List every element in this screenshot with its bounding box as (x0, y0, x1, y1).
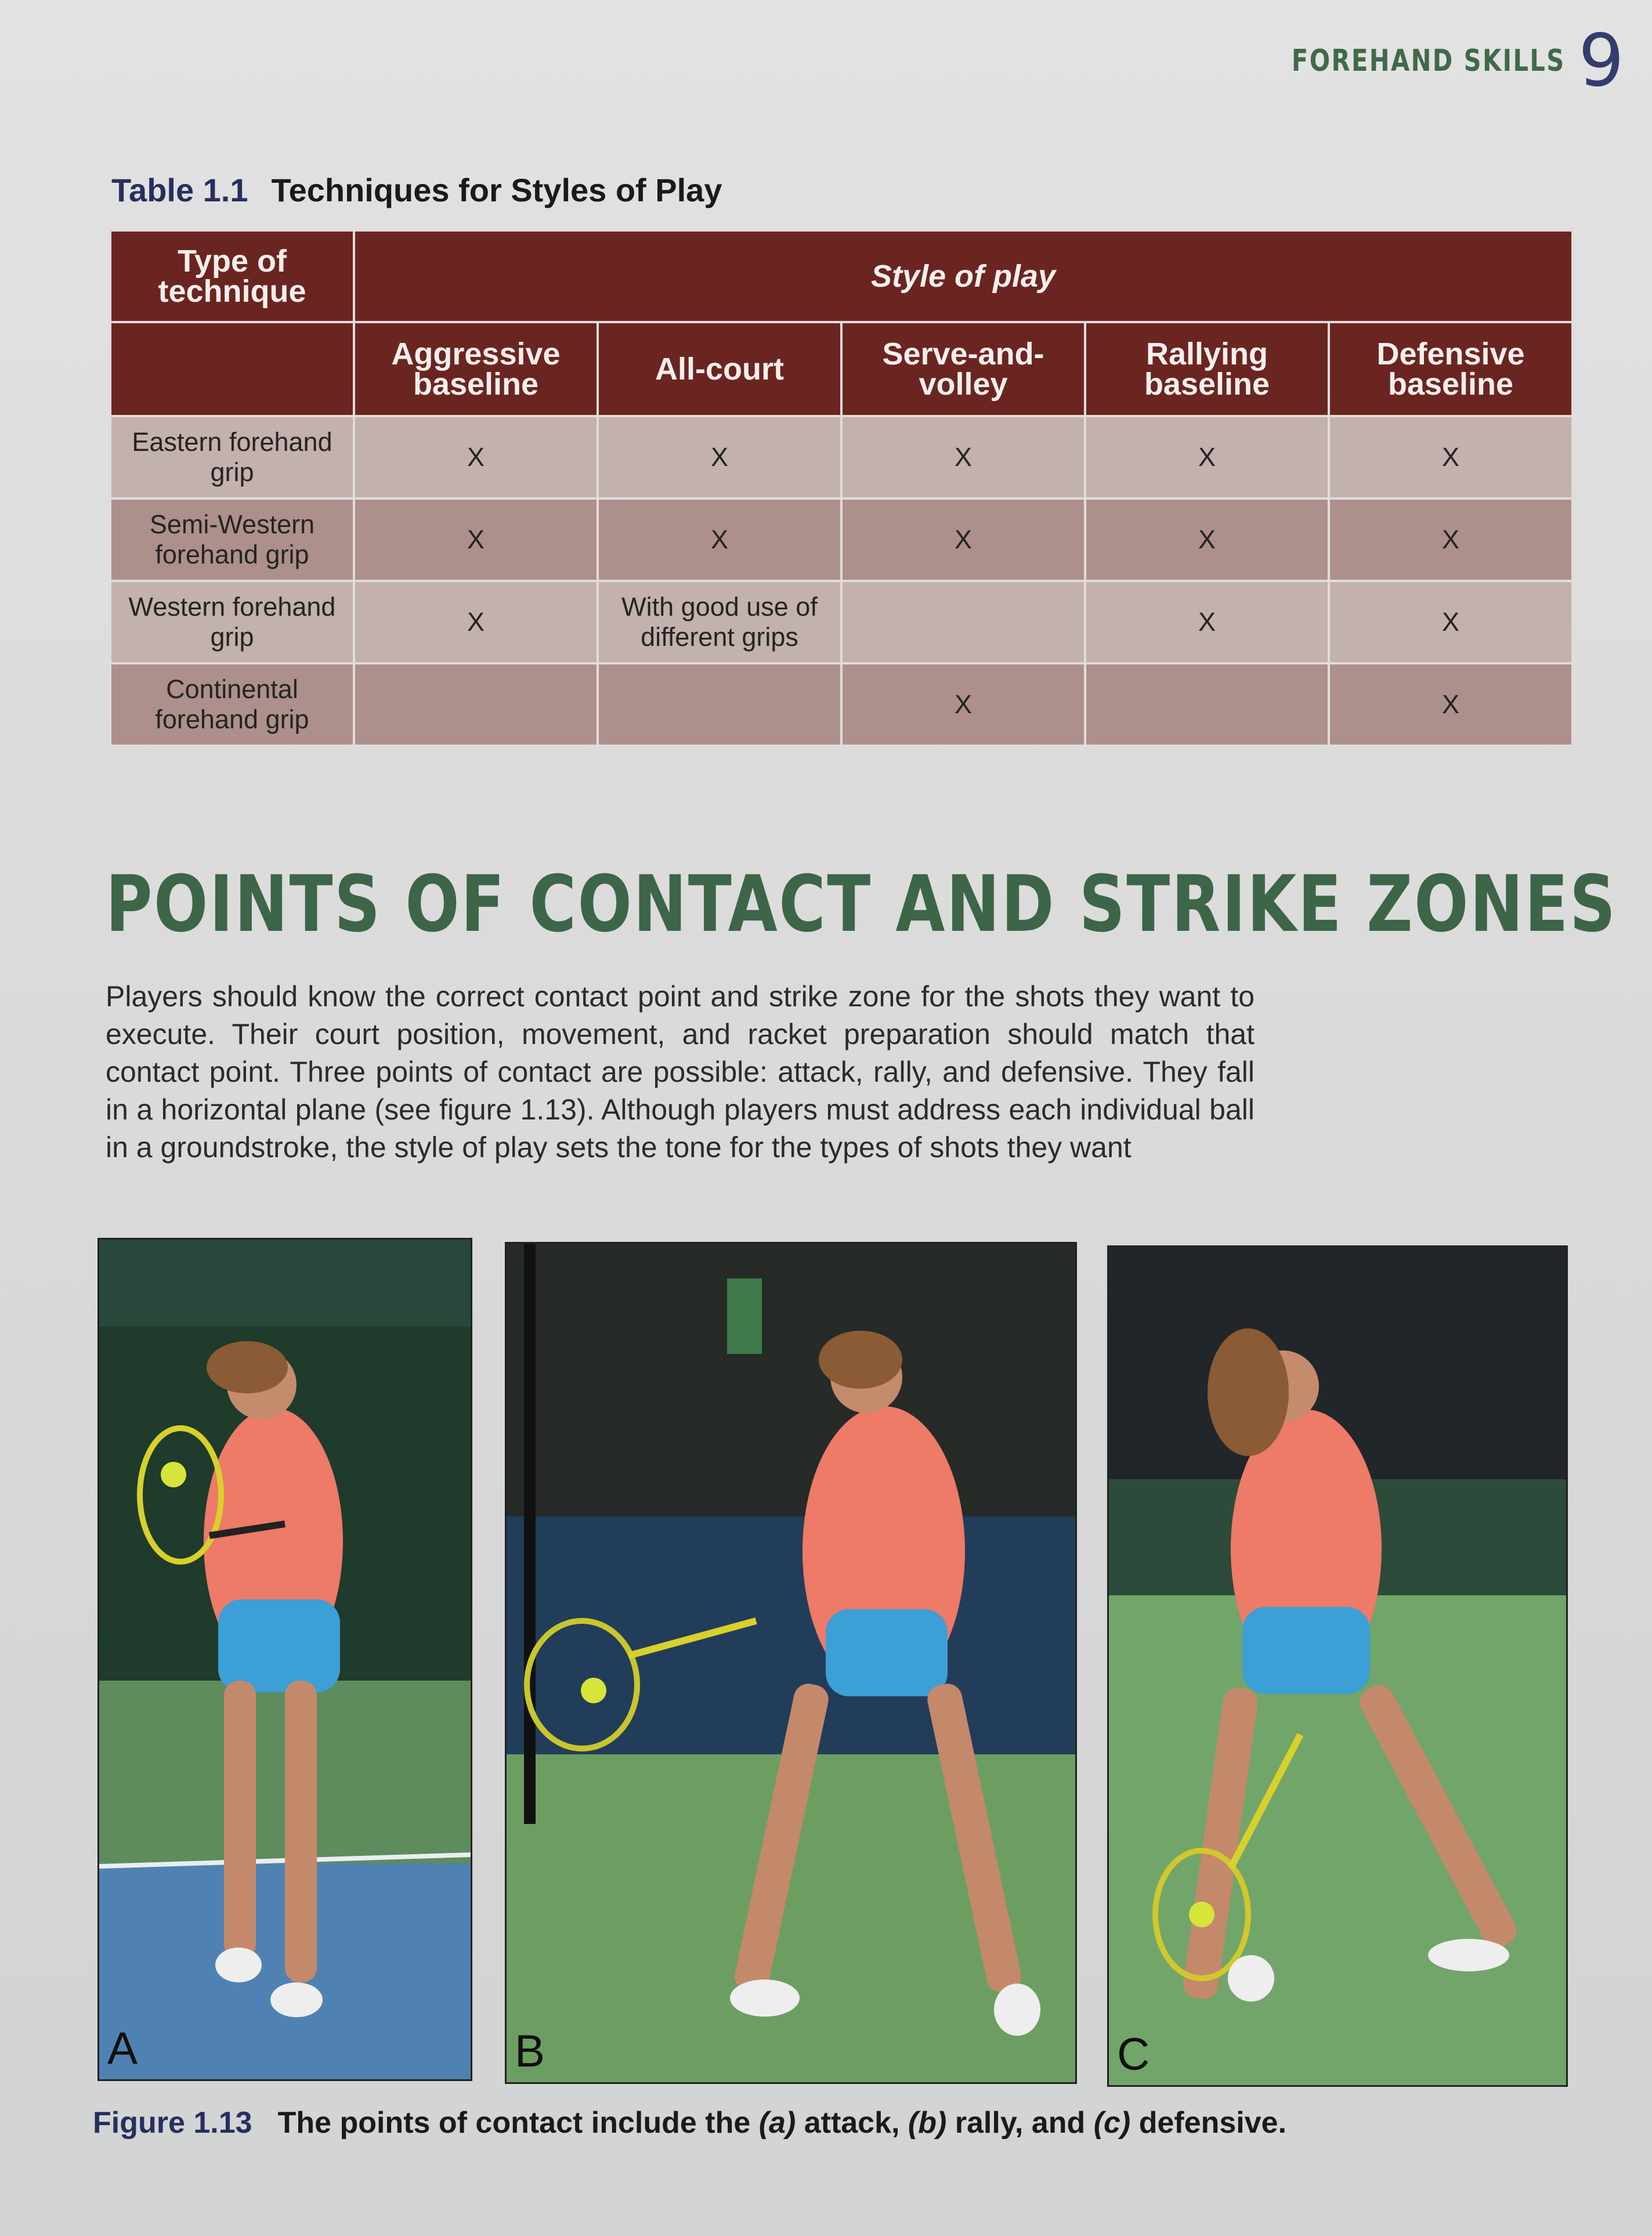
table-cell: X (1329, 416, 1573, 499)
column-header: Rallying baseline (1085, 322, 1329, 416)
table-cell: X (598, 416, 841, 499)
caption-marker-b: (b) (908, 2106, 947, 2140)
photo-label: B (515, 2025, 545, 2076)
caption-marker-a: (a) (758, 2106, 796, 2140)
column-header: Aggressive baseline (354, 322, 598, 416)
table-row (110, 416, 1573, 499)
table-subheader-row (110, 322, 1573, 416)
row-header: Semi-Western forehand grip (110, 499, 354, 581)
table-cell: X (354, 581, 598, 663)
table-number: Table 1.1 (111, 172, 248, 208)
figure-caption (93, 2105, 1286, 2140)
page-number: 9 (1578, 19, 1624, 103)
caption-text: attack, (796, 2106, 908, 2140)
table-cell: X (841, 499, 1085, 581)
table-cell: X (354, 416, 598, 499)
table-cell (354, 663, 598, 746)
corner-header: Type of technique (110, 230, 354, 322)
photo-a-attack-contact (97, 1238, 472, 2081)
caption-text: The points of contact include the (277, 2106, 759, 2140)
row-header: Continental forehand grip (110, 663, 354, 746)
table-caption (111, 171, 722, 209)
techniques-table (109, 229, 1574, 747)
photo-label: C (1117, 2028, 1150, 2079)
column-header: All-court (598, 322, 841, 416)
photo-b-rally-contact (505, 1242, 1077, 2084)
style-of-play-header: Style of play (354, 230, 1573, 322)
table-cell: X (1329, 581, 1573, 663)
caption-text: defensive. (1130, 2106, 1287, 2140)
table-row (110, 499, 1573, 581)
running-header-section: FOREHAND SKILLS (1292, 44, 1566, 78)
table-cell: X (598, 499, 841, 581)
table-cell: X (1085, 581, 1329, 663)
table-cell: X (1329, 663, 1573, 746)
body-paragraph: Players should know the correct contact point and strike zone for the shots they want to execute. Their court position, movement, and racket preparation should match that contact point. Three points of contact are possible: attack, rally, and defensive. They fall in a horizontal plane (see figure 1.13). Although players must address each individual ball in a groundstroke, the style of play sets the tone for the types of shots they want (106, 980, 1255, 1164)
row-header: Eastern forehand grip (110, 416, 354, 499)
table-cell: X (1085, 499, 1329, 581)
photo-c-illustration (1109, 1247, 1566, 2085)
corner-header-blank (110, 322, 354, 416)
column-header: Defensive baseline (1329, 322, 1573, 416)
table-cell (1085, 663, 1329, 746)
table-row (110, 663, 1573, 746)
table-cell: X (1085, 416, 1329, 499)
section-heading: POINTS OF CONTACT AND STRIKE ZONES (106, 859, 1617, 949)
table-cell (841, 581, 1085, 663)
table-row (110, 581, 1573, 663)
table-cell: X (841, 416, 1085, 499)
table-cell: X (1329, 499, 1573, 581)
column-header: Serve-and-volley (841, 322, 1085, 416)
figure-number: Figure 1.13 (93, 2106, 252, 2140)
running-header (1223, 19, 1624, 103)
table-header-row (110, 230, 1573, 322)
caption-text: rally, and (946, 2106, 1094, 2140)
caption-marker-c: (c) (1093, 2106, 1131, 2140)
photo-c-defensive-contact (1107, 1245, 1568, 2087)
table-cell: X (841, 663, 1085, 746)
photo-label: A (107, 2022, 138, 2074)
photo-b-illustration (507, 1244, 1075, 2082)
table-cell: X (354, 499, 598, 581)
table-cell (598, 663, 841, 746)
table-title: Techniques for Styles of Play (271, 172, 722, 208)
photo-a-illustration (99, 1240, 471, 2079)
table-cell: With good use of different grips (598, 581, 841, 663)
row-header: Western forehand grip (110, 581, 354, 663)
